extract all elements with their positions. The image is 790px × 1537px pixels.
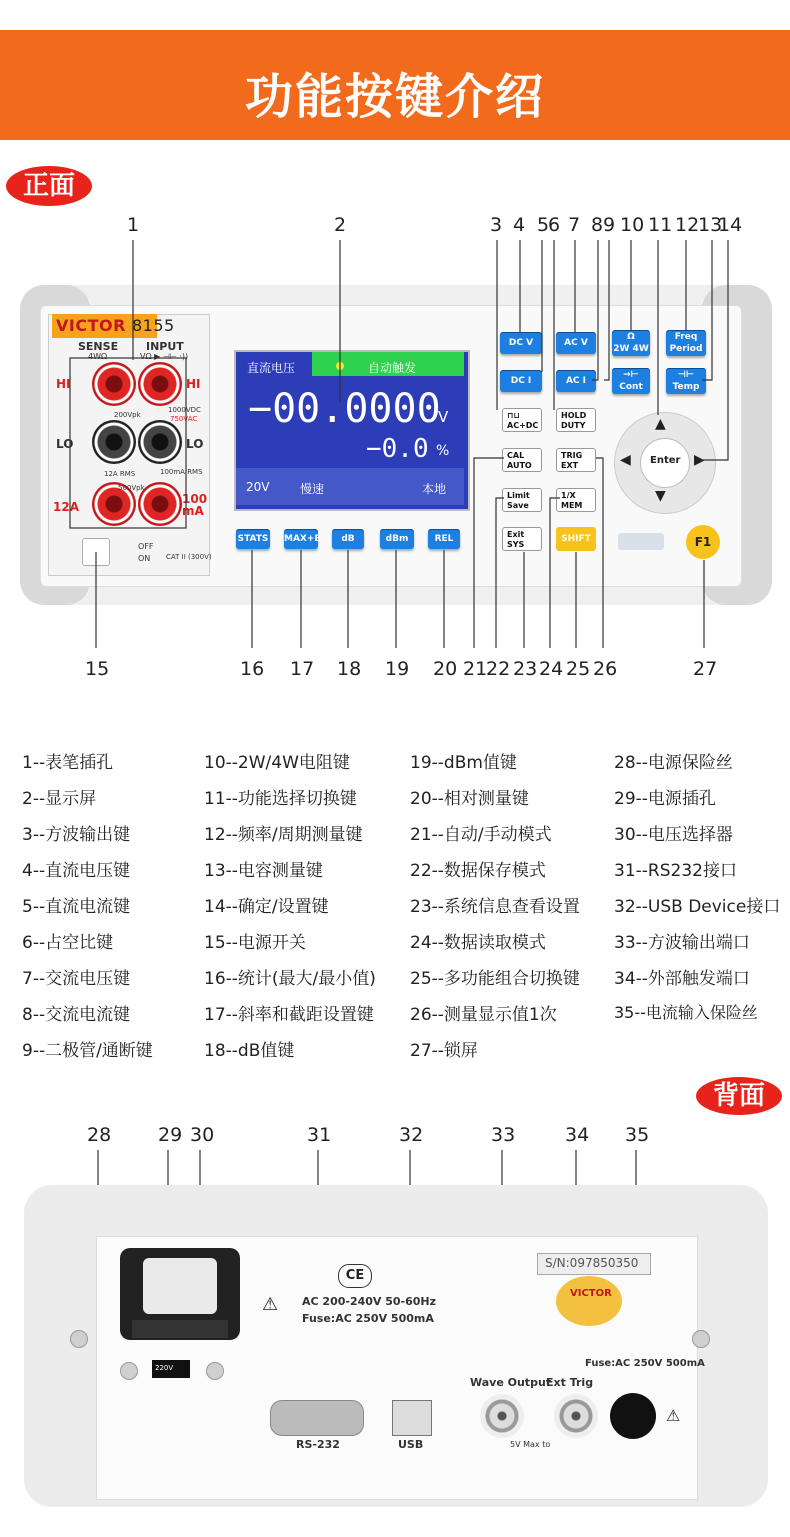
screw-icon <box>120 1362 138 1380</box>
front-badge: 正面 <box>6 166 92 206</box>
legend-item: 29--电源插孔 <box>614 789 716 809</box>
callout-4: 4 <box>513 214 526 236</box>
callout-17: 17 <box>290 658 315 680</box>
wave-output-label: Wave Output <box>470 1376 552 1389</box>
ma100-label: 100 mA <box>182 492 208 518</box>
vpk500-label: 500Vpk <box>118 484 145 492</box>
current-fuse-cap[interactable] <box>610 1393 656 1439</box>
temp-key[interactable]: ⊣⊢ Temp <box>666 368 706 394</box>
callout-15: 15 <box>85 658 110 680</box>
stats-key[interactable]: STATS <box>236 529 270 549</box>
dci-key[interactable]: DC I <box>500 370 542 392</box>
exit-key[interactable]: Exit SYS <box>502 527 542 551</box>
dbm-key[interactable]: dBm <box>380 529 414 549</box>
screw-icon <box>692 1330 710 1348</box>
lcd-sub-value: −0.0 <box>366 434 429 464</box>
power-socket[interactable] <box>143 1258 217 1314</box>
callout-5: 5 <box>537 214 550 236</box>
hi-right-label: HI <box>186 377 201 391</box>
a12rms-label: 12A RMS <box>104 470 136 478</box>
screw-icon <box>70 1330 88 1348</box>
callout-33: 33 <box>491 1124 516 1146</box>
legend-item: 17--斜率和截距设置键 <box>204 1005 374 1025</box>
callout-27: 27 <box>693 658 718 680</box>
legend-item: 18--dB值键 <box>204 1041 295 1061</box>
callout-26: 26 <box>593 658 618 680</box>
legend-item: 13--电容测量键 <box>204 861 323 881</box>
hi-left-label: HI <box>56 377 71 391</box>
lo-left-label: LO <box>56 437 74 451</box>
sense-hi-jack[interactable] <box>92 362 136 406</box>
usb-port[interactable] <box>392 1400 432 1436</box>
screw-icon <box>206 1362 224 1380</box>
off-label: OFF <box>138 542 154 551</box>
callout-3: 3 <box>490 214 503 236</box>
callout-24: 24 <box>539 658 564 680</box>
legend-item: 9--二极管/通断键 <box>22 1041 153 1061</box>
lcd-trigger-label: 自动触发 <box>368 361 417 375</box>
callout-2: 2 <box>334 214 347 236</box>
fuse-spec: Fuse:AC 250V 500mA <box>302 1312 434 1325</box>
page-title: 功能按键介绍 <box>244 69 545 125</box>
callout-22: 22 <box>486 658 511 680</box>
maxb-key[interactable]: MAX+B <box>284 529 318 549</box>
legend-item: 20--相对测量键 <box>410 789 529 809</box>
power-fuse-holder[interactable] <box>132 1320 228 1338</box>
rs232-port[interactable] <box>270 1400 364 1436</box>
rel-key[interactable]: REL <box>428 529 460 549</box>
arrow-down-icon[interactable]: ▼ <box>655 488 666 504</box>
ext-trig-label: Ext Trig <box>546 1376 594 1389</box>
ma100rms-label: 100mA RMS <box>160 468 203 476</box>
shift-key[interactable]: SHIFT <box>556 527 596 551</box>
callout-9: 9 <box>603 214 616 236</box>
callout-1: 1 <box>127 214 140 236</box>
vpk200-label: 200Vpk <box>114 411 141 419</box>
legend-item: 21--自动/手动模式 <box>410 825 552 845</box>
callout-20: 20 <box>433 658 458 680</box>
legend-item: 27--锁屏 <box>410 1041 478 1061</box>
fuse-right-spec: Fuse:AC 250V 500mA <box>585 1358 705 1369</box>
legend-item: 12--频率/周期测量键 <box>204 825 363 845</box>
callout-8: 8 <box>591 214 604 236</box>
legend-item: 8--交流电流键 <box>22 1005 131 1025</box>
legend-item: 32--USB Device接口 <box>614 897 781 917</box>
arrow-right-icon[interactable]: ▶ <box>694 452 705 468</box>
blank-key[interactable] <box>618 533 664 550</box>
trigger-indicator-icon <box>336 362 344 370</box>
ce-mark: CE <box>338 1264 372 1288</box>
legend-item: 23--系统信息查看设置 <box>410 897 580 917</box>
legend-item: 3--方波输出键 <box>22 825 131 845</box>
wave-output-connector[interactable] <box>480 1394 524 1438</box>
input-lo-jack[interactable] <box>138 420 182 464</box>
max-voltage-label: 5V Max to <box>510 1440 551 1449</box>
legend-item: 22--数据保存模式 <box>410 861 546 881</box>
legend-item: 35--电流输入保险丝 <box>614 1003 758 1022</box>
legend-item: 25--多功能组合切换键 <box>410 969 580 989</box>
legend-item: 5--直流电流键 <box>22 897 131 917</box>
a12-label: 12A <box>53 500 79 514</box>
legend-item: 28--电源保险丝 <box>614 753 733 773</box>
callout-12: 12 <box>675 214 700 236</box>
lcd-range: 20V <box>246 480 270 494</box>
lo-right-label: LO <box>186 437 204 451</box>
callout-13: 13 <box>698 214 723 236</box>
sense-label: SENSE <box>78 340 119 353</box>
sense-lo-jack[interactable] <box>92 420 136 464</box>
callout-29: 29 <box>158 1124 183 1146</box>
legend-item: 15--电源开关 <box>204 933 306 953</box>
legend-item: 7--交流电压键 <box>22 969 131 989</box>
legend-item: 14--确定/设置键 <box>204 897 329 917</box>
input-sub: VΩ ▶ ⊣⊢ ·)) <box>140 352 189 361</box>
lcd-main-value: −00.0000 <box>248 386 441 432</box>
callout-11: 11 <box>648 214 673 236</box>
callout-10: 10 <box>620 214 645 236</box>
ohm-key[interactable]: Ω 2W 4W <box>613 332 649 354</box>
input-label: INPUT <box>146 340 184 353</box>
vac750-label: 750VAC <box>170 415 198 423</box>
warning-icon: ⚠ <box>262 1294 279 1315</box>
rs232-label: RS-232 <box>296 1438 340 1451</box>
hold-key[interactable]: HOLD DUTY <box>556 408 596 432</box>
callout-28: 28 <box>87 1124 112 1146</box>
dcv-key[interactable]: DC V <box>500 332 542 354</box>
arrow-up-icon[interactable]: ▲ <box>655 416 666 432</box>
lcd-main-unit: V <box>438 408 449 426</box>
brand-logo: VICTOR 8155 <box>56 316 175 335</box>
arrow-left-icon[interactable]: ◀ <box>620 452 631 468</box>
callout-6: 6 <box>548 214 561 236</box>
callout-21: 21 <box>463 658 488 680</box>
callout-23: 23 <box>513 658 538 680</box>
sense-sub: 4WΩ <box>88 352 108 361</box>
callout-30: 30 <box>190 1124 215 1146</box>
legend-item: 31--RS232接口 <box>614 861 737 881</box>
legend-item: 30--电压选择器 <box>614 825 733 845</box>
legend-item: 16--统计(最大/最小值) <box>204 969 376 989</box>
cont-key[interactable]: →⊢ Cont <box>612 368 650 394</box>
ac-spec: AC 200-240V 50-60Hz <box>302 1295 437 1308</box>
callout-34: 34 <box>565 1124 590 1146</box>
callout-32: 32 <box>399 1124 424 1146</box>
vdc1000-label: 1000VDC <box>168 406 201 414</box>
callout-18: 18 <box>337 658 362 680</box>
legend-item: 6--占空比键 <box>22 933 114 953</box>
cat-label: CAT II (300V) <box>166 553 212 561</box>
limit-key[interactable]: Limit Save <box>502 488 542 512</box>
f1-key[interactable]: F1 <box>686 525 720 559</box>
callout-35: 35 <box>625 1124 650 1146</box>
lcd-mode: 本地 <box>422 482 447 496</box>
serial-number: S/N:097850350 <box>545 1256 639 1270</box>
callout-7: 7 <box>568 214 581 236</box>
legend-item: 4--直流电压键 <box>22 861 131 881</box>
db-key[interactable]: dB <box>332 529 364 549</box>
legend-item: 1--表笔插孔 <box>22 753 114 773</box>
back-badge: 背面 <box>696 1077 782 1115</box>
trig-key[interactable]: TRIG EXT <box>556 448 596 472</box>
callout-31: 31 <box>307 1124 332 1146</box>
inverse-key[interactable]: 1/X MEM <box>556 488 596 512</box>
on-label: ON <box>138 554 151 563</box>
lcd-tab-label: 直流电压 <box>247 361 296 375</box>
callout-25: 25 <box>566 658 591 680</box>
legend-item: 26--测量显示值1次 <box>410 1005 557 1025</box>
acv-key[interactable]: AC V <box>556 332 596 354</box>
voltage-label: 220V <box>155 1364 174 1372</box>
lcd-speed: 慢速 <box>300 482 325 496</box>
lcd-sub-unit: % <box>436 443 450 459</box>
callout-19: 19 <box>385 658 410 680</box>
cal-key[interactable]: CAL AUTO <box>502 448 542 472</box>
qc-sticker <box>556 1276 622 1326</box>
legend-item: 10--2W/4W电阻键 <box>204 753 350 773</box>
legend-item: 34--外部触发端口 <box>614 969 750 989</box>
callout-14: 14 <box>718 214 743 236</box>
usb-label: USB <box>398 1438 424 1451</box>
sticker-brand: VICTOR <box>570 1288 612 1299</box>
legend-item: 19--dBm值键 <box>410 753 517 773</box>
legend-item: 33--方波输出端口 <box>614 933 750 953</box>
aci-key[interactable]: AC I <box>556 370 596 392</box>
enter-label: Enter <box>650 455 681 466</box>
legend-item: 24--数据读取模式 <box>410 933 546 953</box>
warning-icon: ⚠ <box>666 1406 681 1425</box>
input-hi-jack[interactable] <box>138 362 182 406</box>
power-switch[interactable] <box>82 538 110 566</box>
square-wave-key[interactable]: ⊓⊔ AC+DC <box>502 408 542 432</box>
legend-item: 2--显示屏 <box>22 789 97 809</box>
ext-trig-connector[interactable] <box>554 1394 598 1438</box>
legend-item: 11--功能选择切换键 <box>204 789 357 809</box>
freq-key[interactable]: Freq Period <box>666 330 706 356</box>
callout-16: 16 <box>240 658 265 680</box>
